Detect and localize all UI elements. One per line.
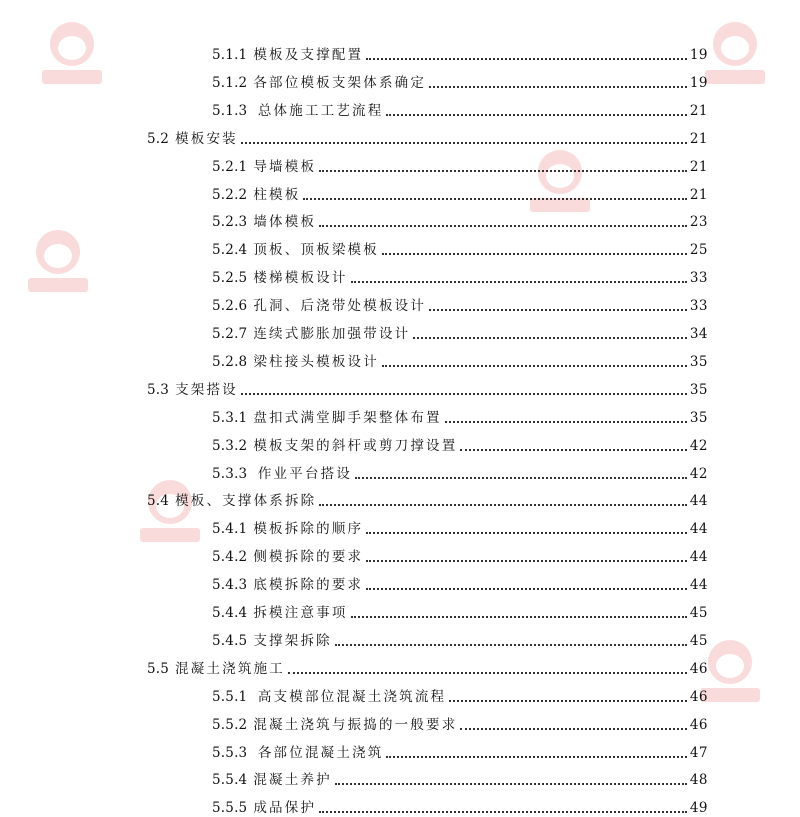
toc-entry[interactable] bbox=[212, 572, 708, 594]
toc-entry[interactable] bbox=[147, 377, 708, 399]
toc-entry-page: 21 bbox=[689, 130, 708, 147]
toc-entry-number: 5.1.2 bbox=[212, 74, 248, 91]
toc-entry[interactable] bbox=[212, 321, 708, 343]
toc-dot-leader bbox=[335, 643, 687, 646]
toc-entry-page: 44 bbox=[689, 493, 708, 510]
toc-entry-title: 墙体模板 bbox=[253, 214, 317, 231]
toc-dot-leader bbox=[303, 197, 686, 200]
toc-entry-title: 各部位混凝土浇筑 bbox=[257, 744, 384, 761]
toc-entry-title: 混凝土浇筑施工 bbox=[175, 660, 285, 677]
toc-dot-leader bbox=[288, 671, 687, 674]
toc-entry-page: 46 bbox=[689, 716, 708, 733]
toc-dot-leader bbox=[449, 699, 687, 702]
toc-dot-leader bbox=[382, 364, 687, 367]
toc-entry-number: 5.3.3 bbox=[212, 465, 252, 482]
toc-entry[interactable] bbox=[212, 516, 708, 538]
toc-entry-number: 5.3.1 bbox=[212, 409, 248, 426]
toc-entry[interactable] bbox=[212, 600, 708, 622]
toc-entry-title: 总体施工工艺流程 bbox=[257, 102, 384, 119]
toc-entry-number: 5.2 bbox=[147, 130, 170, 147]
toc-entry-number: 5.5.1 bbox=[212, 688, 252, 705]
toc-entry-page: 35 bbox=[689, 409, 708, 426]
toc-entry[interactable] bbox=[212, 461, 708, 483]
toc-entry-title: 导墙模板 bbox=[253, 158, 317, 175]
toc-entry[interactable] bbox=[147, 488, 708, 510]
toc-entry-number: 5.4 bbox=[147, 493, 170, 510]
toc-dot-leader bbox=[355, 476, 687, 479]
toc-entry-page: 45 bbox=[689, 605, 708, 621]
toc-entry-number: 5.5.3 bbox=[212, 744, 252, 761]
toc-entry-title: 模板、支撑体系拆除 bbox=[175, 493, 317, 510]
toc-entry-title: 拆模注意事项 bbox=[253, 605, 348, 621]
toc-entry-title: 孔洞、后浇带处模板设计 bbox=[253, 298, 427, 315]
toc-entry[interactable] bbox=[212, 795, 708, 817]
toc-entry-number: 5.2.3 bbox=[212, 214, 248, 231]
toc-entry-number: 5.5.4 bbox=[212, 772, 248, 789]
toc-dot-leader bbox=[351, 280, 687, 283]
toc-dot-leader bbox=[413, 336, 686, 339]
toc-entry-page: 49 bbox=[689, 800, 708, 817]
toc-entry-number: 5.2.5 bbox=[212, 270, 248, 287]
toc-entry-number: 5.1.1 bbox=[212, 47, 248, 63]
toc-entry-page: 47 bbox=[689, 744, 708, 761]
toc-entry-title: 高支模部位混凝土浇筑流程 bbox=[257, 688, 447, 705]
toc-entry-number: 5.4.2 bbox=[212, 549, 248, 566]
toc-entry-page: 44 bbox=[689, 521, 708, 538]
toc-entry[interactable] bbox=[212, 237, 708, 259]
toc-entry[interactable] bbox=[212, 70, 708, 92]
toc-entry-number: 5.2.6 bbox=[212, 298, 248, 315]
toc-dot-leader bbox=[366, 587, 687, 590]
toc-entry[interactable] bbox=[212, 209, 708, 231]
toc-entry-number: 5.2.2 bbox=[212, 186, 248, 203]
toc-entry-title: 底模拆除的要求 bbox=[253, 577, 364, 594]
toc-dot-leader bbox=[366, 531, 687, 534]
toc-entry-page: 34 bbox=[689, 326, 708, 342]
toc-entry-number: 5.4.5 bbox=[212, 632, 248, 649]
toc-dot-leader bbox=[241, 141, 687, 144]
toc-entry-page: 45 bbox=[689, 632, 708, 649]
toc-dot-leader bbox=[319, 810, 687, 813]
toc-entry-page: 44 bbox=[689, 549, 708, 566]
toc-dot-leader bbox=[460, 448, 686, 451]
toc-dot-leader bbox=[241, 392, 687, 395]
toc-entry-number: 5.4.4 bbox=[212, 605, 248, 621]
toc-dot-leader bbox=[319, 169, 687, 172]
toc-entry[interactable] bbox=[212, 154, 708, 176]
toc-entry-page: 21 bbox=[689, 102, 708, 119]
toc-entry[interactable] bbox=[212, 544, 708, 566]
toc-entry-number: 5.5.2 bbox=[212, 716, 248, 733]
toc-entry-title: 模板拆除的顺序 bbox=[253, 521, 364, 538]
toc-entry-page: 33 bbox=[689, 270, 708, 287]
toc-entry-title: 模板安装 bbox=[175, 130, 238, 147]
toc-entry[interactable] bbox=[212, 42, 708, 64]
toc-dot-leader bbox=[460, 727, 686, 730]
toc-entry-number: 5.2.1 bbox=[212, 158, 248, 175]
toc-dot-leader bbox=[319, 503, 686, 506]
toc-entry-page: 35 bbox=[689, 381, 708, 398]
toc-dot-leader bbox=[382, 252, 687, 255]
toc-dot-leader bbox=[366, 57, 687, 60]
toc-entry-title: 柱模板 bbox=[253, 186, 301, 203]
toc-entry[interactable] bbox=[147, 126, 708, 148]
toc-entry-title: 楼梯模板设计 bbox=[253, 270, 348, 287]
toc-entry-number: 5.5.5 bbox=[212, 800, 248, 817]
toc-entry-page: 44 bbox=[689, 577, 708, 594]
toc-entry-page: 42 bbox=[689, 465, 708, 482]
toc-dot-leader bbox=[319, 224, 687, 227]
toc-entry[interactable] bbox=[147, 656, 708, 678]
toc-entry[interactable] bbox=[212, 182, 708, 204]
toc-entry-title: 成品保护 bbox=[253, 800, 317, 817]
toc-entry-title: 模板及支撑配置 bbox=[253, 47, 364, 63]
toc-entry[interactable] bbox=[212, 740, 708, 762]
toc-entry-title: 模板支架的斜杆或剪刀撑设置 bbox=[253, 437, 458, 454]
toc-entry-page: 23 bbox=[689, 214, 708, 231]
toc-entry-title: 作业平台搭设 bbox=[257, 465, 353, 482]
toc-dot-leader bbox=[429, 308, 687, 311]
toc-entry-page: 46 bbox=[689, 660, 708, 677]
toc-entry[interactable] bbox=[212, 433, 708, 455]
toc-dot-leader bbox=[445, 420, 687, 423]
toc-dot-leader bbox=[386, 755, 686, 758]
toc-entry-title: 混凝土养护 bbox=[253, 772, 332, 789]
toc-dot-leader bbox=[335, 782, 687, 785]
toc-entry-number: 5.2.7 bbox=[212, 326, 248, 342]
toc-entry[interactable] bbox=[212, 405, 708, 427]
toc-entry-title: 支撑架拆除 bbox=[253, 632, 332, 649]
toc-dot-leader bbox=[429, 85, 687, 88]
toc-entry-page: 19 bbox=[689, 74, 708, 91]
toc-entry-title: 顶板、顶板梁模板 bbox=[253, 242, 379, 259]
toc-entry-title: 连续式膨胀加强带设计 bbox=[253, 326, 411, 342]
toc-entry-number: 5.3 bbox=[147, 381, 170, 398]
toc-entry-title: 侧模拆除的要求 bbox=[253, 549, 364, 566]
toc-entry-number: 5.2.8 bbox=[212, 353, 248, 370]
toc-dot-leader bbox=[366, 559, 687, 562]
toc-entry-number: 5.4.3 bbox=[212, 577, 248, 594]
toc-dot-leader bbox=[386, 113, 686, 116]
toc-entry-page: 35 bbox=[689, 353, 708, 370]
toc-entry-number: 5.2.4 bbox=[212, 242, 248, 259]
toc-entry-title: 混凝土浇筑与振捣的一般要求 bbox=[253, 716, 458, 733]
toc-entry[interactable] bbox=[212, 293, 708, 315]
toc-dot-leader bbox=[351, 615, 687, 618]
toc-entry-number: 5.1.3 bbox=[212, 102, 252, 119]
toc-entry-title: 盘扣式满堂脚手架整体布置 bbox=[253, 409, 442, 426]
toc-entry[interactable] bbox=[212, 265, 708, 287]
toc-entry-number: 5.3.2 bbox=[212, 437, 248, 454]
toc-entry[interactable] bbox=[212, 712, 708, 734]
toc-entry-page: 21 bbox=[689, 186, 708, 203]
toc-entry-page: 48 bbox=[689, 772, 708, 789]
toc-entry-page: 21 bbox=[689, 158, 708, 175]
toc-entry[interactable] bbox=[212, 684, 708, 706]
toc-entry-page: 33 bbox=[689, 298, 708, 315]
toc-entry-page: 42 bbox=[689, 437, 708, 454]
toc-entry-title: 梁柱接头模板设计 bbox=[253, 353, 379, 370]
toc-entry-page: 25 bbox=[689, 242, 708, 259]
toc-entry-page: 19 bbox=[689, 47, 708, 63]
toc-entry-number: 5.5 bbox=[147, 660, 170, 677]
toc-entry-title: 各部位模板支架体系确定 bbox=[253, 74, 427, 91]
toc-entry-number: 5.4.1 bbox=[212, 521, 248, 538]
toc-entry[interactable] bbox=[212, 767, 708, 789]
toc-entry[interactable] bbox=[212, 98, 708, 120]
toc-entry-page: 46 bbox=[689, 688, 708, 705]
toc-entry[interactable] bbox=[212, 349, 708, 371]
toc-entry[interactable] bbox=[212, 628, 708, 650]
toc-entry-title: 支架搭设 bbox=[175, 381, 238, 398]
